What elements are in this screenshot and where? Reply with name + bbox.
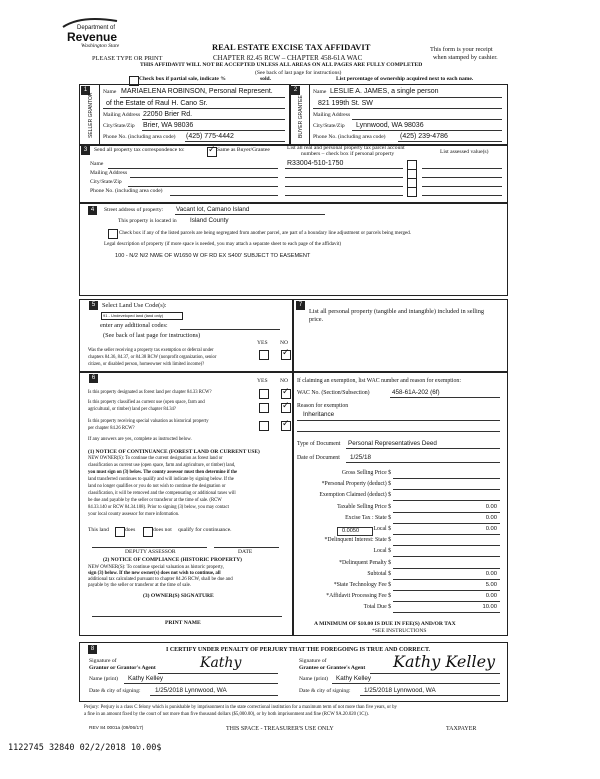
does-label: does	[125, 527, 136, 533]
s5-no-checkbox[interactable]	[281, 350, 291, 360]
grantee-sig-label-1: Signature of	[299, 658, 327, 664]
owner-print-line[interactable]	[92, 616, 282, 617]
notice1-line: classification, it will be removed and the compensating or additional taxes will	[88, 491, 236, 496]
s2-line-4	[352, 130, 502, 131]
s1-line-2	[103, 108, 285, 109]
partial-sale-label: Check box if partial sale, indicate %	[139, 76, 226, 82]
receipt-note-1: This form is your receipt	[430, 46, 493, 53]
s5-see-back: (See back of last page for instructions)	[103, 332, 201, 339]
logo-department: Department of	[77, 25, 116, 31]
street-line	[175, 214, 325, 215]
segregated-label: Check box if any of the listed parcels are being segregated from another parcel, are part of a boundary line adjustment or parcels being merged.	[119, 230, 412, 236]
owner-signature-label: (3) OWNER(S) SIGNATURE	[143, 593, 214, 599]
tax-row-line[interactable]	[393, 612, 500, 613]
buyer-phone-field[interactable]: (425) 239-4786	[400, 133, 448, 140]
grantee-name-label: Name (print)	[299, 676, 329, 682]
rev-number: REV 84 0001a (09/06/17)	[89, 726, 144, 731]
grantee-signature[interactable]: Kathy Kelley	[393, 652, 496, 671]
logo-state: Washington State	[81, 43, 120, 49]
s2-phone-label: Phone No. (including area code)	[313, 134, 386, 140]
tax-calc-rows	[292, 468, 506, 610]
s6-q1-no[interactable]	[281, 389, 291, 399]
s3-line-2	[130, 177, 278, 178]
exemption-label: If claiming an exemption, list WAC number and reason for exemption:	[297, 378, 461, 384]
grantee-date-line	[360, 695, 500, 696]
additional-codes-line[interactable]	[180, 329, 280, 330]
s1-city-label: City/State/Zip	[103, 123, 135, 129]
grantor-name-field[interactable]: Kathy Kelley	[128, 675, 164, 682]
notice1-line: land transferred continues to qualify and will indicate by signing below. If the	[88, 477, 234, 482]
notice1-line: land no longer qualifies or you do not wish to continue the designation or	[88, 484, 226, 489]
tax-row-label: *Affidavit Processing Fee $	[326, 593, 391, 600]
tax-row-label: *Personal Property (deduct) $	[321, 481, 391, 488]
tax-row-line[interactable]	[393, 579, 500, 580]
tax-row-label: *State Technology Fee $	[333, 582, 391, 588]
buyer-city-field[interactable]: Lynnwood, WA 98036	[356, 122, 424, 129]
grantee-name-field[interactable]: Kathy Kelley	[336, 675, 372, 682]
s6-q2-yes[interactable]	[259, 403, 269, 413]
assessed-header: List assessed value(s)	[440, 149, 489, 155]
receipt-note-2: when stamped by cashier.	[433, 54, 498, 61]
s6-no: NO	[280, 378, 289, 384]
perjury-line-2: a fine in an amount fixed by the court of not more than five thousand dollars ($5,000.00), or by both imprisonment and fine (RCW 9A.20.020 (1C)).	[84, 712, 369, 717]
legal-description-field[interactable]: 100 - N/2 N/2 NWE OF W1650 W OF RD EX S400' SUBJECT TO EASEMENT	[115, 253, 311, 259]
tax-row-value[interactable]: 0.00	[485, 526, 497, 532]
form-title: REAL ESTATE EXCISE TAX AFFIDAVIT	[212, 42, 371, 52]
ownership-note: List percentage of ownership acquired next to each name.	[336, 76, 474, 82]
county-label: This property is located in	[118, 218, 177, 224]
tax-row-line[interactable]	[393, 500, 500, 501]
tax-row-value[interactable]: 10.00	[482, 604, 497, 611]
local-rate-box[interactable]	[337, 527, 373, 536]
tax-row-label: Exemption Claimed (deduct) $	[319, 492, 391, 499]
s1-line-1	[120, 97, 285, 98]
s6-q3b: per chapter 84.26 RCW?	[88, 426, 135, 431]
seller-grantor-label: SELLER GRANTOR	[88, 92, 94, 138]
deputy-date-line[interactable]	[214, 547, 279, 548]
grantor-date-line	[150, 695, 278, 696]
logo-agency: Revenue	[67, 30, 118, 44]
print-name-label: PRINT NAME	[165, 620, 201, 626]
parcel-line-4	[285, 195, 403, 196]
assessed-line-4	[422, 195, 502, 196]
tax-row-value[interactable]: 0.00	[485, 503, 497, 510]
s2-line-2	[313, 108, 502, 109]
s5-no: NO	[280, 340, 289, 346]
s6-yes: YES	[257, 378, 268, 384]
section-5-number: 5	[89, 301, 98, 310]
s6-q2b: agricultural, or timber) land per chapter 84.34?	[88, 407, 176, 412]
notice1-title: (1) NOTICE OF CONTINUANCE (FOREST LAND OR CURRENT USE)	[88, 449, 260, 455]
tax-row-label: Total Due $	[363, 604, 391, 611]
certify-statement: I CERTIFY UNDER PENALTY OF PERJURY THAT THE FOREGOING IS TRUE AND CORRECT.	[166, 647, 431, 653]
parcel-line-3	[285, 186, 403, 187]
tax-row-line[interactable]	[393, 568, 500, 569]
grantor-sig-line	[158, 673, 278, 674]
s6-q2-no[interactable]	[281, 403, 291, 413]
doc-type-field[interactable]: Personal Representatives Deed	[348, 440, 437, 447]
tax-row-line[interactable]	[393, 512, 500, 513]
s2-city-label: City/State/Zip	[313, 123, 345, 129]
partial-sold-label: sold.	[260, 76, 272, 82]
grantor-date-label: Date & city of signing:	[89, 688, 141, 694]
parcel-line-1	[285, 168, 403, 169]
seller-name-field[interactable]: MARIAELENA ROBINSON, Personal Represent.	[121, 88, 273, 95]
tax-row-line[interactable]	[393, 534, 500, 535]
county-field[interactable]: Island County	[190, 217, 229, 224]
additional-codes-label: enter any additional codes:	[100, 322, 168, 329]
tax-row-label: Local $	[373, 526, 391, 532]
does-not-checkbox[interactable]	[143, 527, 153, 537]
parcel-line-2	[285, 177, 403, 178]
grantee-sig-line	[370, 673, 500, 674]
parcel-header-1: List all real and personal property tax parcel account	[287, 145, 405, 151]
parcel-header-2: numbers – check box if personal property	[301, 151, 395, 157]
s6-q1: Is this property designated as forest land per chapter 84.33 RCW?	[88, 390, 212, 395]
s6-q3-no[interactable]	[281, 421, 291, 431]
tax-row-value[interactable]: 0.00	[485, 593, 497, 600]
s1-line-5	[185, 141, 285, 142]
section-7-number: 7	[296, 301, 305, 310]
buyer-address-field[interactable]: 821 199th St. SW	[318, 100, 373, 107]
s1-line-4	[142, 130, 285, 131]
assessed-line-1	[422, 168, 502, 169]
s6-q2a: Is this property classified as current use (open space, farm and	[88, 400, 205, 405]
section-4-box	[79, 202, 508, 296]
s3-line-4	[170, 195, 278, 196]
see-back-note: (See back of last page for instructions)	[255, 70, 342, 76]
form-subtitle: CHAPTER 82.45 RCW – CHAPTER 458-61A WAC	[213, 54, 363, 62]
section-2-divider	[309, 84, 310, 145]
tax-row-label: *Delinquent Interest: State $	[324, 537, 391, 544]
dor-logo	[47, 12, 127, 52]
minimum-note: A MINIMUM OF $10.00 IS DUE IN FEE(S) AND/OR TAX	[314, 621, 456, 627]
grantor-name-line	[124, 683, 278, 684]
s5-question-1: Was the seller receiving a property tax exemption or deferral under	[88, 348, 214, 353]
s1-name-label: Name	[103, 89, 117, 95]
grantee-name-line	[332, 683, 500, 684]
s5-question-2: chapters 84.36, 84.37, or 84.38 RCW (nonprofit organization, senior	[88, 355, 217, 360]
notice1-line: your local county assessor for more information.	[88, 512, 180, 517]
deputy-sig-line[interactable]	[92, 547, 207, 548]
s7-title-1: List all personal property (tangible and intangible) included in selling	[309, 308, 485, 315]
tax-row-label: Taxable Selling Price $	[337, 503, 391, 510]
notice2-line: additional tax calculated pursuant to chapter 84.26 RCW, shall be due and	[88, 577, 233, 582]
street-label: Street address of property:	[104, 207, 164, 213]
land-use-title: Select Land Use Code(s):	[102, 302, 167, 309]
reason-label: Reason for exemption	[297, 403, 349, 409]
s6-complete-note: If any answers are yes, complete as instructed below.	[88, 437, 192, 442]
seller-name-field-2[interactable]: of the Estate of Raul H. Cano Sr.	[106, 100, 208, 107]
wac-line	[390, 397, 500, 398]
s3-name-label: Name	[90, 161, 104, 167]
seller-phone-field[interactable]: (425) 775-4442	[186, 133, 234, 140]
reason-field[interactable]: Inheritance	[303, 411, 335, 418]
buyer-name-field[interactable]: LESLIE A. JAMES, a single person	[330, 88, 439, 95]
tax-row-value[interactable]: 0.00	[485, 514, 497, 521]
wac-label: WAC No. (Section/Subsection)	[297, 390, 370, 396]
tax-row-line[interactable]	[393, 556, 500, 557]
section-1-number: 1	[81, 86, 90, 95]
notice1-line: NEW OWNER(S): To continue the current designation as forest land or	[88, 456, 223, 461]
s1-mailing-label: Mailing Address	[103, 112, 141, 118]
s5-yes: YES	[257, 340, 268, 346]
doc-date-line	[346, 462, 500, 463]
tax-row-line[interactable]	[393, 545, 500, 546]
grantee-sig-label-2: Grantee or Grantee's Agent	[299, 665, 366, 671]
does-not-label: does not	[153, 527, 172, 533]
land-use-value: 91 - Undeveloped land (land only)	[103, 313, 164, 318]
section-2-number: 2	[291, 86, 300, 95]
wac-field[interactable]: 458-61A-202 (6f)	[392, 389, 440, 396]
seller-mailing-field[interactable]: 22050 Brier Rd.	[143, 111, 193, 118]
tax-row-label: Subtotal $	[367, 570, 391, 577]
see-instructions: *SEE INSTRUCTIONS	[372, 628, 427, 634]
treasurer-stamp: 1122745 32840 02/2/2018 10.00$	[8, 743, 162, 753]
s3-line-1	[108, 168, 278, 169]
doc-date-label: Date of Document	[297, 455, 340, 461]
s2-mailing-label: Mailing Address	[313, 112, 351, 118]
taxpayer-note: TAXPAYER	[446, 726, 477, 732]
doc-type-label: Type of Document	[297, 441, 341, 447]
street-field[interactable]: Vacant lot, Camano Island	[176, 206, 250, 213]
tax-row-value[interactable]: 0.00	[485, 570, 497, 577]
s2-line-5	[398, 141, 502, 142]
grantee-date-field[interactable]: 1/25/2018 Lynnwood, WA	[364, 687, 436, 694]
parcel-number-field[interactable]: R33004-510-1750	[287, 160, 344, 167]
type-note: PLEASE TYPE OR PRINT	[92, 55, 163, 62]
same-as-buyer-checkbox[interactable]	[207, 147, 217, 157]
grantor-sig-label-1: Signature of	[89, 658, 117, 664]
tax-row-line[interactable]	[393, 523, 500, 524]
s1-phone-label: Phone No. (including area code)	[103, 134, 176, 140]
notice2-line: payable by the seller or transferor at the time of sale.	[88, 583, 192, 588]
s6-q3a: Is this property receiving special valuation as historical property	[88, 419, 209, 424]
notice1-line: you must sign on (3) below. The county assessor must then determine if the	[88, 470, 238, 475]
notice1-line: classification as current use (open space, farm and agriculture, or timber) land,	[88, 463, 236, 468]
tax-row-value[interactable]: 5.00	[485, 582, 497, 588]
legal-label: Legal description of property (if more space is needed, you may attach a separate sheet to each page of the affidavit)	[104, 241, 342, 247]
s3-line-3	[128, 186, 278, 187]
s5-yes-checkbox[interactable]	[259, 350, 269, 360]
s6-q1-yes[interactable]	[259, 389, 269, 399]
deputy-label: DEPUTY ASSESSOR	[125, 549, 176, 555]
s3-phone-label: Phone No. (including area code)	[90, 188, 163, 194]
s2-line-1	[329, 97, 502, 98]
personal-property-checkbox-4[interactable]	[407, 187, 417, 197]
deputy-date-label: DATE	[238, 549, 253, 555]
perjury-line-1: Perjury: Perjury is a class C felony which is punishable by imprisonment in the state correctional institution for a maximum term of not more than five years, or by	[84, 705, 397, 710]
same-as-buyer-label: Same as Buyer/Grantee	[217, 147, 270, 153]
land-does-label: This land	[88, 527, 109, 533]
grantor-sig-label-2: Grantor or Grantor's Agent	[89, 665, 156, 671]
s2-line-3	[352, 119, 502, 120]
tax-row-label: Gross Selling Price $	[341, 470, 391, 476]
form-warning: THIS AFFIDAVIT WILL NOT BE ACCEPTED UNLESS ALL AREAS ON ALL PAGES ARE FULLY COMPLETED	[140, 62, 423, 68]
s6-q3-yes[interactable]	[259, 421, 269, 431]
notice1-line: be due and payable by the seller or transferor at the time of sale. (RCW	[88, 498, 222, 503]
logo-swoosh-icon	[61, 15, 121, 29]
notice2-line: NEW OWNER(S): To continue special valuation as historic property,	[88, 565, 224, 570]
notice1-line: 84.33.140 or RCW 84.34.108). Prior to signing (3) below, you may contact	[88, 505, 229, 510]
reason-line-1	[297, 420, 500, 421]
local-rate-value: 0.0050	[342, 528, 360, 534]
tax-row-line[interactable]	[393, 478, 500, 479]
s3-mailing-label: Mailing Address	[90, 170, 128, 176]
section-8-number: 8	[88, 645, 97, 654]
section-6-number: 6	[89, 374, 98, 383]
buyer-grantee-label: BUYER GRANTEE	[298, 95, 304, 138]
qualify-label: qualify for continuance.	[178, 527, 232, 533]
section-4-number: 4	[88, 206, 97, 215]
tax-row-line[interactable]	[393, 590, 500, 591]
assessed-line-2	[422, 177, 502, 178]
seller-city-field[interactable]: Brier, WA 98036	[143, 122, 194, 129]
assessed-line-3	[422, 186, 502, 187]
s3-send-label: Send all property tax correspondence to:	[94, 147, 185, 153]
s5-question-3: citizen, or disabled person, homeowner with limited income)?	[88, 362, 205, 367]
doc-type-line	[346, 448, 500, 449]
grantee-date-label: Date & city of signing:	[299, 688, 351, 694]
section-3-number: 3	[81, 146, 90, 155]
section-1-divider	[99, 84, 100, 145]
tax-row-line[interactable]	[393, 601, 500, 602]
grantor-signature[interactable]: Kathy	[200, 655, 242, 671]
tax-row-label: *Delinquent Penalty $	[339, 559, 391, 566]
s1-line-3	[142, 119, 285, 120]
notice2-title: (2) NOTICE OF COMPLIANCE (HISTORIC PROPERTY)	[103, 557, 242, 563]
notice2-line: sign (3) below. If the new owner(s) does not wish to continue, all	[88, 571, 221, 576]
tax-row-label: Excise Tax : State $	[345, 514, 391, 521]
s2-name-label: Name	[313, 89, 327, 95]
s3-city-label: City/State/Zip	[90, 179, 122, 185]
tax-row-label: Local $	[373, 548, 391, 555]
grantor-name-label: Name (print)	[89, 676, 119, 682]
reason-line-2	[297, 431, 500, 432]
doc-date-field[interactable]: 1/25/18	[350, 454, 372, 461]
tax-row-line[interactable]	[393, 489, 500, 490]
s7-title-2: price.	[309, 316, 324, 323]
land-use-select[interactable]	[101, 312, 183, 320]
segregated-checkbox[interactable]	[108, 229, 118, 239]
grantor-date-field[interactable]: 1/25/2018 Lynnwood, WA	[155, 687, 227, 694]
treasurer-note: THIS SPACE - TREASURER'S USE ONLY	[226, 726, 334, 732]
does-checkbox[interactable]	[115, 527, 125, 537]
